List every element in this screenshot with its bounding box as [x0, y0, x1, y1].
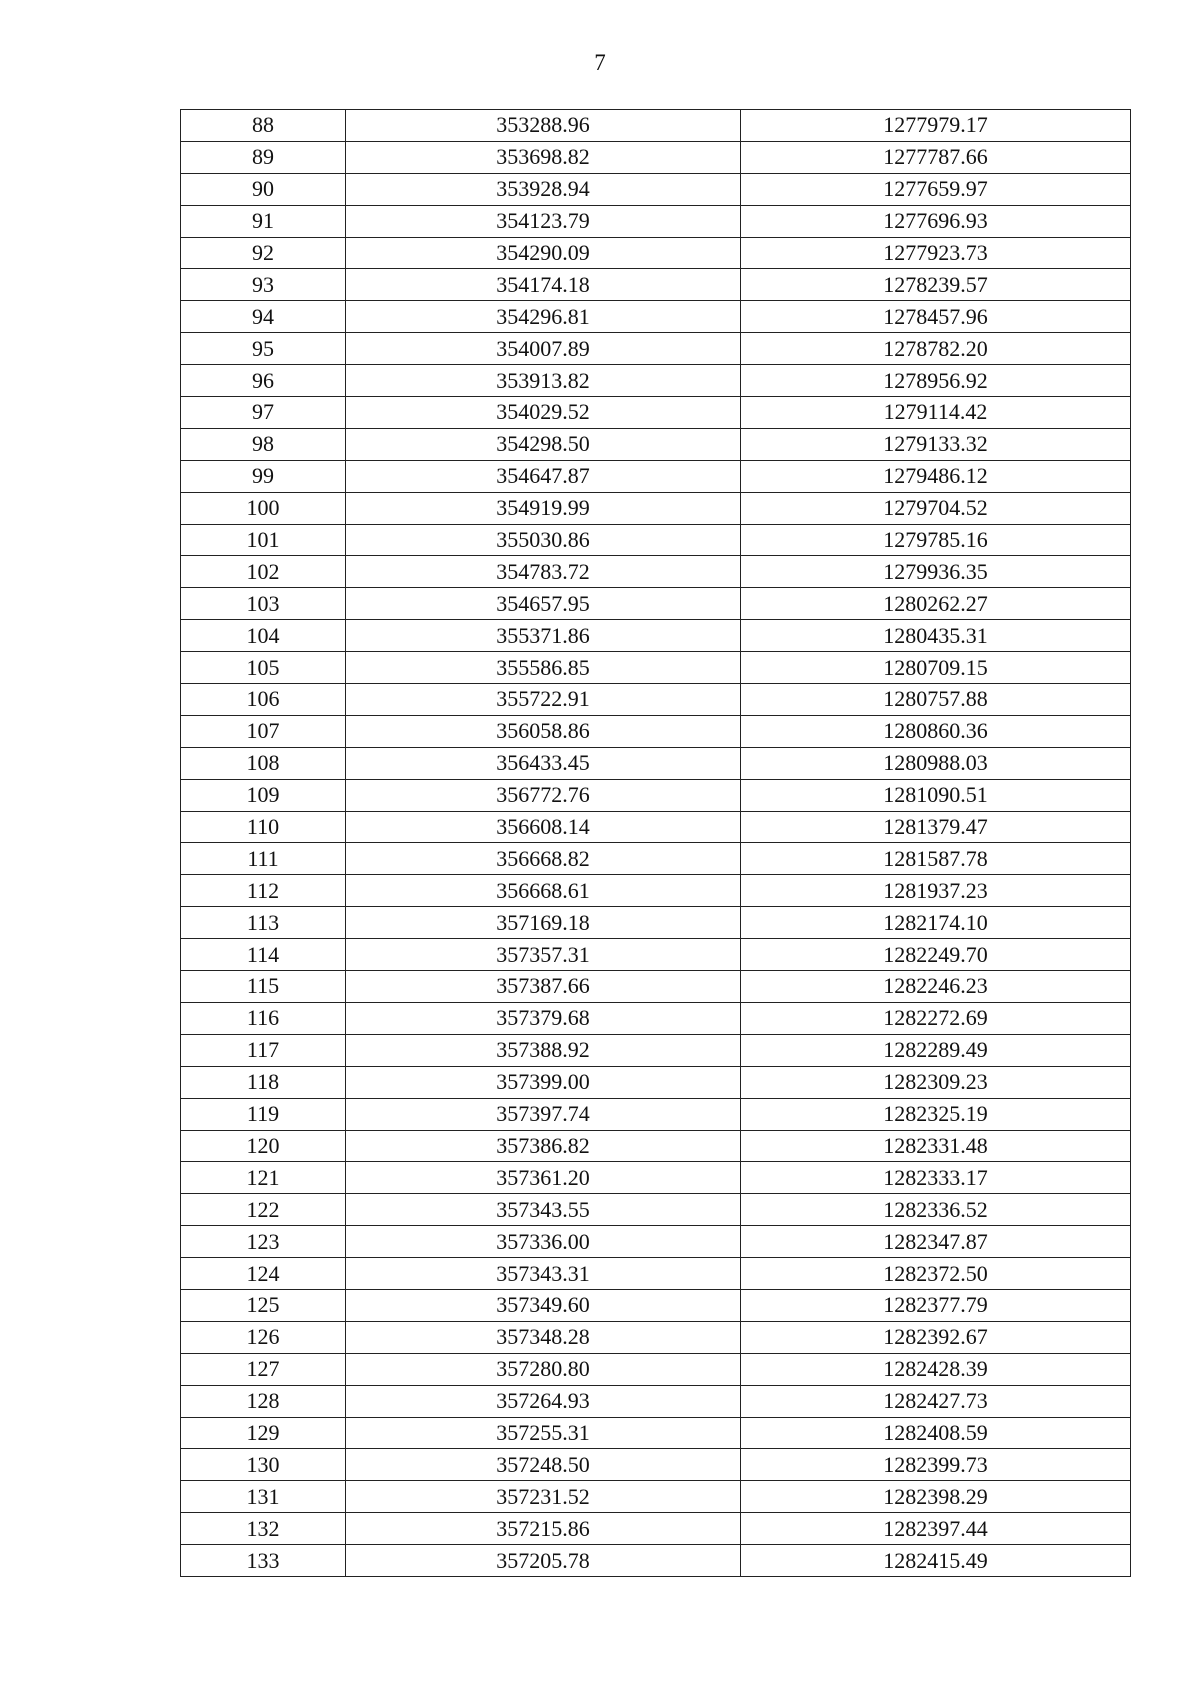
- y-coordinate-cell: 1282325.19: [741, 1098, 1131, 1130]
- x-coordinate-cell: 357169.18: [346, 907, 741, 939]
- x-coordinate-cell: 357343.55: [346, 1194, 741, 1226]
- table-row: [181, 1481, 1131, 1513]
- x-coordinate-cell: 355586.85: [346, 652, 741, 684]
- y-coordinate-cell: 1282309.23: [741, 1066, 1131, 1098]
- table-row: [181, 875, 1131, 907]
- x-coordinate-cell: 354123.79: [346, 205, 741, 237]
- x-coordinate-cell: 357264.93: [346, 1385, 741, 1417]
- point-number-cell: 101: [181, 524, 346, 556]
- y-coordinate-cell: 1282399.73: [741, 1449, 1131, 1481]
- y-coordinate-cell: 1277659.97: [741, 173, 1131, 205]
- x-coordinate-cell: 356608.14: [346, 811, 741, 843]
- point-number-cell: 90: [181, 173, 346, 205]
- table-row: [181, 620, 1131, 652]
- x-coordinate-cell: 356058.86: [346, 715, 741, 747]
- table-row: [181, 269, 1131, 301]
- point-number-cell: 119: [181, 1098, 346, 1130]
- y-coordinate-cell: 1282174.10: [741, 907, 1131, 939]
- table-row: [181, 588, 1131, 620]
- y-coordinate-cell: 1282347.87: [741, 1226, 1131, 1258]
- y-coordinate-cell: 1277787.66: [741, 141, 1131, 173]
- x-coordinate-cell: 354919.99: [346, 492, 741, 524]
- x-coordinate-cell: 353928.94: [346, 173, 741, 205]
- table-row: [181, 1385, 1131, 1417]
- point-number-cell: 127: [181, 1353, 346, 1385]
- y-coordinate-cell: 1280709.15: [741, 652, 1131, 684]
- x-coordinate-cell: 357215.86: [346, 1513, 741, 1545]
- y-coordinate-cell: 1282336.52: [741, 1194, 1131, 1226]
- point-number-cell: 108: [181, 747, 346, 779]
- x-coordinate-cell: 354657.95: [346, 588, 741, 620]
- x-coordinate-cell: 354174.18: [346, 269, 741, 301]
- table-row: [181, 1449, 1131, 1481]
- point-number-cell: 126: [181, 1321, 346, 1353]
- y-coordinate-cell: 1282408.59: [741, 1417, 1131, 1449]
- x-coordinate-cell: 357336.00: [346, 1226, 741, 1258]
- point-number-cell: 93: [181, 269, 346, 301]
- x-coordinate-cell: 353698.82: [346, 141, 741, 173]
- table-row: [181, 1130, 1131, 1162]
- point-number-cell: 102: [181, 556, 346, 588]
- point-number-cell: 132: [181, 1513, 346, 1545]
- y-coordinate-cell: 1282397.44: [741, 1513, 1131, 1545]
- table-row: [181, 397, 1131, 429]
- y-coordinate-cell: 1279785.16: [741, 524, 1131, 556]
- table-row: [181, 684, 1131, 716]
- table-row: [181, 428, 1131, 460]
- table-row: [181, 1194, 1131, 1226]
- y-coordinate-cell: 1282398.29: [741, 1481, 1131, 1513]
- table-row: [181, 524, 1131, 556]
- y-coordinate-cell: 1281379.47: [741, 811, 1131, 843]
- x-coordinate-cell: 354029.52: [346, 397, 741, 429]
- point-number-cell: 121: [181, 1162, 346, 1194]
- y-coordinate-cell: 1282377.79: [741, 1289, 1131, 1321]
- table-row: [181, 779, 1131, 811]
- point-number-cell: 117: [181, 1034, 346, 1066]
- x-coordinate-cell: 356772.76: [346, 779, 741, 811]
- table-row: [181, 1066, 1131, 1098]
- table-row: [181, 1417, 1131, 1449]
- x-coordinate-cell: 353913.82: [346, 365, 741, 397]
- table-row: [181, 492, 1131, 524]
- table-row: [181, 1002, 1131, 1034]
- point-number-cell: 113: [181, 907, 346, 939]
- x-coordinate-cell: 354647.87: [346, 460, 741, 492]
- coordinate-table: [180, 109, 1131, 1577]
- y-coordinate-cell: 1280860.36: [741, 715, 1131, 747]
- y-coordinate-cell: 1282428.39: [741, 1353, 1131, 1385]
- point-number-cell: 98: [181, 428, 346, 460]
- point-number-cell: 133: [181, 1545, 346, 1577]
- y-coordinate-cell: 1282372.50: [741, 1258, 1131, 1290]
- x-coordinate-cell: 357231.52: [346, 1481, 741, 1513]
- point-number-cell: 111: [181, 843, 346, 875]
- table-row: [181, 1226, 1131, 1258]
- point-number-cell: 115: [181, 971, 346, 1003]
- y-coordinate-cell: 1281587.78: [741, 843, 1131, 875]
- point-number-cell: 100: [181, 492, 346, 524]
- table-row: [181, 333, 1131, 365]
- y-coordinate-cell: 1280435.31: [741, 620, 1131, 652]
- point-number-cell: 104: [181, 620, 346, 652]
- x-coordinate-cell: 357357.31: [346, 939, 741, 971]
- x-coordinate-cell: 357205.78: [346, 1545, 741, 1577]
- point-number-cell: 112: [181, 875, 346, 907]
- table-row: [181, 907, 1131, 939]
- point-number-cell: 99: [181, 460, 346, 492]
- y-coordinate-cell: 1282392.67: [741, 1321, 1131, 1353]
- y-coordinate-cell: 1278782.20: [741, 333, 1131, 365]
- table-row: [181, 173, 1131, 205]
- x-coordinate-cell: 357397.74: [346, 1098, 741, 1130]
- x-coordinate-cell: 357348.28: [346, 1321, 741, 1353]
- x-coordinate-cell: 357386.82: [346, 1130, 741, 1162]
- y-coordinate-cell: 1281090.51: [741, 779, 1131, 811]
- point-number-cell: 106: [181, 684, 346, 716]
- y-coordinate-cell: 1282249.70: [741, 939, 1131, 971]
- x-coordinate-cell: 357399.00: [346, 1066, 741, 1098]
- point-number-cell: 105: [181, 652, 346, 684]
- point-number-cell: 124: [181, 1258, 346, 1290]
- table-row: [181, 237, 1131, 269]
- x-coordinate-cell: 357248.50: [346, 1449, 741, 1481]
- x-coordinate-cell: 354290.09: [346, 237, 741, 269]
- table-row: [181, 1289, 1131, 1321]
- y-coordinate-cell: 1279936.35: [741, 556, 1131, 588]
- point-number-cell: 125: [181, 1289, 346, 1321]
- point-number-cell: 123: [181, 1226, 346, 1258]
- table-row: [181, 1353, 1131, 1385]
- x-coordinate-cell: 354783.72: [346, 556, 741, 588]
- table-row: [181, 1258, 1131, 1290]
- x-coordinate-cell: 357343.31: [346, 1258, 741, 1290]
- point-number-cell: 129: [181, 1417, 346, 1449]
- coordinate-table-body: [181, 110, 1131, 1577]
- point-number-cell: 88: [181, 110, 346, 142]
- y-coordinate-cell: 1277979.17: [741, 110, 1131, 142]
- y-coordinate-cell: 1279114.42: [741, 397, 1131, 429]
- point-number-cell: 128: [181, 1385, 346, 1417]
- table-row: [181, 141, 1131, 173]
- y-coordinate-cell: 1278956.92: [741, 365, 1131, 397]
- y-coordinate-cell: 1280757.88: [741, 684, 1131, 716]
- y-coordinate-cell: 1278457.96: [741, 301, 1131, 333]
- y-coordinate-cell: 1280262.27: [741, 588, 1131, 620]
- point-number-cell: 91: [181, 205, 346, 237]
- x-coordinate-cell: 357349.60: [346, 1289, 741, 1321]
- table-row: [181, 301, 1131, 333]
- table-row: [181, 110, 1131, 142]
- x-coordinate-cell: 355030.86: [346, 524, 741, 556]
- y-coordinate-cell: 1277696.93: [741, 205, 1131, 237]
- table-row: [181, 811, 1131, 843]
- point-number-cell: 120: [181, 1130, 346, 1162]
- table-row: [181, 460, 1131, 492]
- y-coordinate-cell: 1280988.03: [741, 747, 1131, 779]
- x-coordinate-cell: 357361.20: [346, 1162, 741, 1194]
- x-coordinate-cell: 355722.91: [346, 684, 741, 716]
- table-row: [181, 1513, 1131, 1545]
- x-coordinate-cell: 357387.66: [346, 971, 741, 1003]
- y-coordinate-cell: 1282272.69: [741, 1002, 1131, 1034]
- point-number-cell: 118: [181, 1066, 346, 1098]
- x-coordinate-cell: 356668.82: [346, 843, 741, 875]
- point-number-cell: 131: [181, 1481, 346, 1513]
- table-row: [181, 715, 1131, 747]
- point-number-cell: 94: [181, 301, 346, 333]
- y-coordinate-cell: 1279486.12: [741, 460, 1131, 492]
- table-row: [181, 747, 1131, 779]
- point-number-cell: 95: [181, 333, 346, 365]
- point-number-cell: 122: [181, 1194, 346, 1226]
- page-number: 7: [594, 50, 606, 75]
- point-number-cell: 103: [181, 588, 346, 620]
- table-row: [181, 939, 1131, 971]
- y-coordinate-cell: 1282415.49: [741, 1545, 1131, 1577]
- table-row: [181, 971, 1131, 1003]
- y-coordinate-cell: 1279704.52: [741, 492, 1131, 524]
- point-number-cell: 107: [181, 715, 346, 747]
- point-number-cell: 110: [181, 811, 346, 843]
- table-row: [181, 1098, 1131, 1130]
- point-number-cell: 97: [181, 397, 346, 429]
- y-coordinate-cell: 1282289.49: [741, 1034, 1131, 1066]
- x-coordinate-cell: 357388.92: [346, 1034, 741, 1066]
- x-coordinate-cell: 357379.68: [346, 1002, 741, 1034]
- point-number-cell: 89: [181, 141, 346, 173]
- y-coordinate-cell: 1278239.57: [741, 269, 1131, 301]
- x-coordinate-cell: 353288.96: [346, 110, 741, 142]
- point-number-cell: 92: [181, 237, 346, 269]
- x-coordinate-cell: 354296.81: [346, 301, 741, 333]
- table-row: [181, 1321, 1131, 1353]
- point-number-cell: 116: [181, 1002, 346, 1034]
- table-row: [181, 1034, 1131, 1066]
- table-row: [181, 1162, 1131, 1194]
- x-coordinate-cell: 354007.89: [346, 333, 741, 365]
- y-coordinate-cell: 1281937.23: [741, 875, 1131, 907]
- x-coordinate-cell: 354298.50: [346, 428, 741, 460]
- y-coordinate-cell: 1282333.17: [741, 1162, 1131, 1194]
- x-coordinate-cell: 357280.80: [346, 1353, 741, 1385]
- x-coordinate-cell: 356433.45: [346, 747, 741, 779]
- table-row: [181, 843, 1131, 875]
- y-coordinate-cell: 1277923.73: [741, 237, 1131, 269]
- point-number-cell: 130: [181, 1449, 346, 1481]
- point-number-cell: 96: [181, 365, 346, 397]
- table-row: [181, 652, 1131, 684]
- point-number-cell: 114: [181, 939, 346, 971]
- table-row: [181, 1545, 1131, 1577]
- y-coordinate-cell: 1282427.73: [741, 1385, 1131, 1417]
- y-coordinate-cell: 1282331.48: [741, 1130, 1131, 1162]
- x-coordinate-cell: 355371.86: [346, 620, 741, 652]
- y-coordinate-cell: 1282246.23: [741, 971, 1131, 1003]
- point-number-cell: 109: [181, 779, 346, 811]
- table-row: [181, 365, 1131, 397]
- x-coordinate-cell: 356668.61: [346, 875, 741, 907]
- y-coordinate-cell: 1279133.32: [741, 428, 1131, 460]
- table-row: [181, 205, 1131, 237]
- table-row: [181, 556, 1131, 588]
- x-coordinate-cell: 357255.31: [346, 1417, 741, 1449]
